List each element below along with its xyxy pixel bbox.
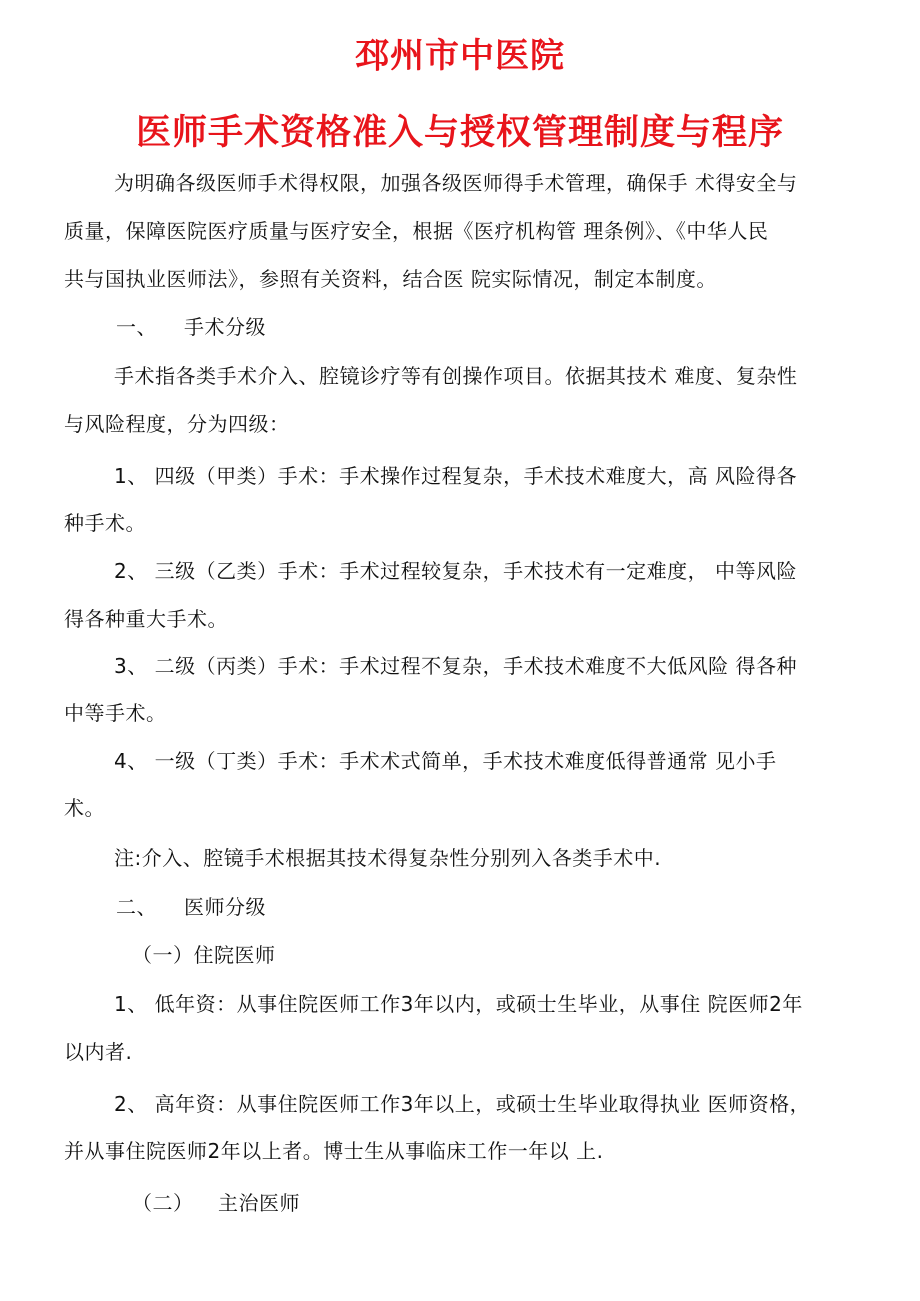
section-2-number: 二、 [116, 895, 157, 919]
subsection-attending [132, 1180, 920, 1227]
grade-item-2-line-2: 得各种重大手术。 [64, 607, 228, 631]
section-1-desc-line-2: 与风险程度，分为四级： [64, 412, 290, 436]
resident-item-2-line-2: 并从事住院医师2年以上者。博士生从事临床工作一年以 上. [64, 1139, 604, 1163]
section-2-heading [116, 884, 906, 931]
intro-line-1: 为明确各级医师手术得权限，加强各级医师得手术管理，确保手 术得安全与 [114, 171, 798, 195]
grade-item-4-line-2: 术。 [64, 796, 105, 820]
intro-line-2: 质量，保障医院医疗质量与医疗安全，根据《医疗机构管 理条例》、《中华人民 [64, 219, 769, 243]
subsection-attending-number: （二） [132, 1191, 194, 1215]
subsection-attending-title: 主治医师 [218, 1191, 300, 1215]
grade-item-2-line-1: 2、 三级（乙类）手术：手术过程较复杂，手术技术有一定难度， 中等风险 [114, 559, 797, 583]
hospital-name: 邳州市中医院 [355, 36, 565, 76]
section-1-heading [116, 304, 906, 351]
resident-item-2-line-1: 2、 高年资：从事住院医师工作3年以上，或硕士生毕业取得执业 医师资格， [114, 1092, 811, 1116]
grade-item-4-line-1: 4、 一级（丁类）手术：手术术式简单，手术技术难度低得普通常 见小手 [114, 749, 777, 773]
resident-item-1-line-2: 以内者. [64, 1040, 133, 1064]
grade-item-3-line-1: 3、 二级（丙类）手术：手术过程不复杂，手术技术难度不大低风险 得各种 [114, 654, 797, 678]
subsection-resident: （一）住院医师 [132, 943, 276, 967]
grade-item-1-line-2: 种手术。 [64, 511, 146, 535]
section-1-title: 手术分级 [184, 315, 266, 339]
intro-line-3: 共与国执业医师法》，参照有关资料，结合医 院实际情况，制定本制度。 [64, 267, 717, 291]
grade-item-3-line-2: 中等手术。 [64, 701, 167, 725]
section-1-number: 一、 [116, 315, 157, 339]
section-2-title: 医师分级 [184, 895, 266, 919]
grade-item-1-line-1: 1、 四级（甲类）手术：手术操作过程复杂，手术技术难度大，高 风险得各 [114, 464, 797, 488]
document-title: 医师手术资格准入与授权管理制度与程序 [135, 113, 784, 153]
section-1-note: 注:介入、腔镜手术根据其技术得复杂性分别列入各类手术中. [114, 846, 662, 870]
section-1-desc-line-1: 手术指各类手术介入、腔镜诊疗等有创操作项目。依据其技术 难度、复杂性 [114, 364, 798, 388]
resident-item-1-line-1: 1、 低年资：从事住院医师工作3年以内，或硕士生毕业，从事住 院医师2年 [114, 992, 803, 1016]
